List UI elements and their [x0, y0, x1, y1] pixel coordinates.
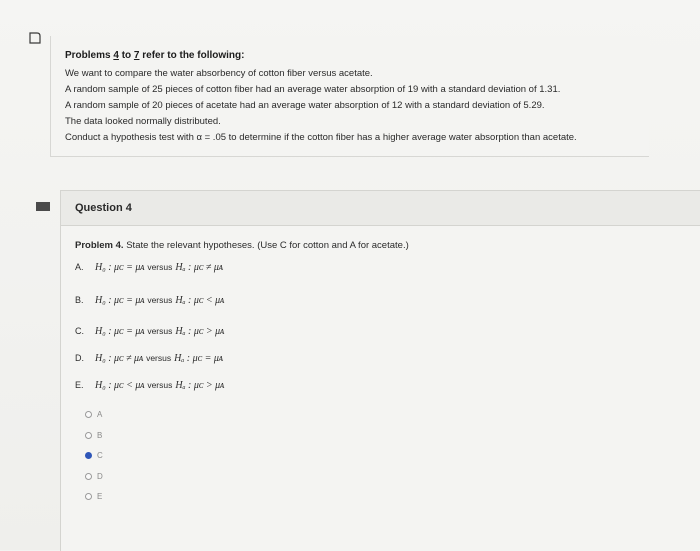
intro-title-link-from[interactable]: 4 — [113, 50, 119, 61]
alt-hypothesis: Hₐ : μᴄ ≠ μᴀ — [175, 262, 223, 273]
choice-letter: B. — [75, 295, 84, 305]
choice-a — [75, 262, 223, 273]
choice-d — [75, 353, 223, 364]
null-hypothesis: H₀ : μᴄ = μᴀ — [95, 295, 145, 306]
alt-hypothesis: Hₐ : μᴄ > μᴀ — [175, 326, 225, 337]
intro-line: A random sample of 25 pieces of cotton fiber had an average water absorption of 19 with a standard deviation of 1.31. — [65, 84, 561, 95]
question-header — [61, 191, 700, 226]
answer-option-label: B — [97, 431, 103, 440]
radio-button[interactable] — [85, 411, 92, 418]
null-hypothesis: H₀ : μᴄ < μᴀ — [95, 380, 145, 391]
null-hypothesis: H₀ : μᴄ = μᴀ — [95, 326, 145, 337]
radio-button-selected[interactable] — [85, 452, 92, 459]
intro-line: The data looked normally distributed. — [65, 116, 221, 127]
answer-option-label: C — [97, 451, 103, 460]
answer-option-c[interactable] — [85, 451, 103, 460]
alt-hypothesis: Hₐ : μᴄ < μᴀ — [175, 295, 225, 306]
choice-c — [75, 326, 224, 337]
problem-number: Problem 4. — [75, 240, 124, 251]
radio-button[interactable] — [85, 493, 92, 500]
answer-option-label: A — [97, 410, 103, 419]
intro-title-prefix: Problems — [65, 50, 114, 61]
answer-option-b[interactable] — [85, 431, 102, 440]
alt-hypothesis: Hₐ : μᴄ = μᴀ — [174, 353, 223, 364]
intro-line: We want to compare the water absorbency of cotton fiber versus acetate. — [65, 68, 373, 79]
choice-letter: C. — [75, 326, 84, 336]
choice-b — [75, 295, 224, 306]
answer-option-label: D — [97, 472, 103, 481]
question-title: Question 4 — [75, 202, 132, 214]
intro-line: Conduct a hypothesis test with α = .05 to determine if the cotton fiber has a higher average water absorption than acetate. — [65, 132, 577, 143]
bookmark-outline-icon[interactable] — [29, 32, 41, 44]
versus-text: versus — [146, 353, 172, 363]
choice-letter: E. — [75, 380, 84, 390]
intro-title-link-to[interactable]: 7 — [133, 50, 140, 61]
choice-e — [75, 380, 224, 391]
choice-letter: A. — [75, 262, 84, 272]
question-card — [60, 190, 700, 551]
answer-option-d[interactable] — [85, 472, 103, 481]
bookmark-filled-icon[interactable] — [36, 202, 50, 211]
intro-title-suffix: refer to the following: — [139, 50, 245, 61]
null-hypothesis: H₀ : μᴄ ≠ μᴀ — [95, 353, 144, 364]
versus-text: versus — [147, 326, 173, 336]
answer-option-a[interactable] — [85, 410, 102, 419]
intro-title — [65, 50, 244, 61]
versus-text: versus — [147, 262, 173, 272]
answer-option-label: E — [97, 492, 103, 501]
versus-text: versus — [147, 380, 173, 390]
intro-title-to: to — [118, 50, 134, 61]
radio-button[interactable] — [85, 432, 92, 439]
problem-text: State the relevant hypotheses. (Use C for cotton and A for acetate.) — [123, 240, 409, 251]
null-hypothesis: H₀ : μᴄ = μᴀ — [95, 262, 145, 273]
versus-text: versus — [147, 295, 173, 305]
choice-letter: D. — [75, 353, 84, 363]
problem-intro-box — [50, 36, 649, 157]
problem-statement — [75, 240, 409, 251]
answer-option-e[interactable] — [85, 492, 102, 501]
radio-button[interactable] — [85, 473, 92, 480]
intro-line: A random sample of 20 pieces of acetate had an average water absorption of 12 with a standard deviation of 5.29. — [65, 100, 545, 111]
alt-hypothesis: Hₐ : μᴄ > μᴀ — [175, 380, 225, 391]
